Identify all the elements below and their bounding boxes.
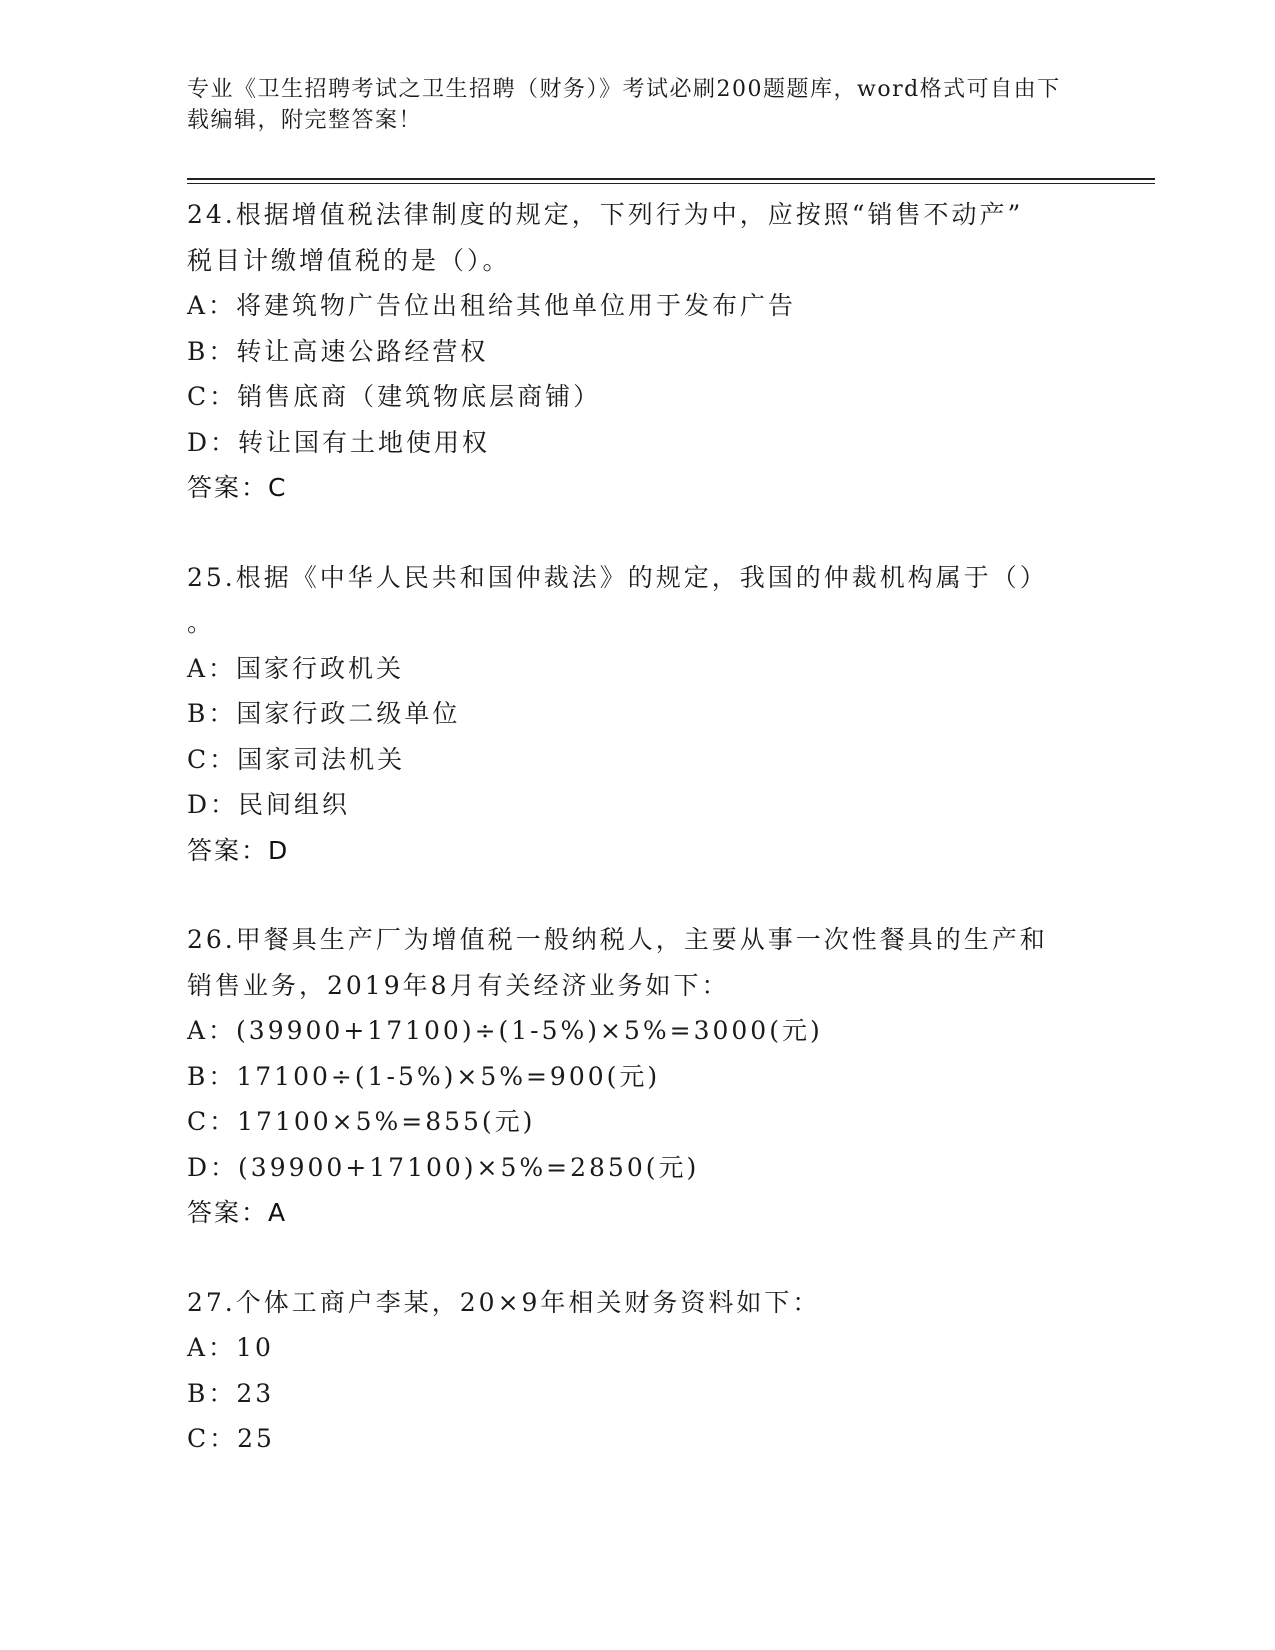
option-c: C：17100×5%=855(元) — [187, 1107, 536, 1136]
option-d: D：民间组织 — [187, 790, 351, 819]
question-stem-line: 。 — [187, 608, 216, 637]
option-c: C：25 — [187, 1424, 275, 1453]
question-24 — [187, 192, 1087, 511]
question-stem-line: 销售业务，2019年8月有关经济业务如下： — [187, 970, 730, 1000]
option-a: A：(39900+17100)÷(1-5%)×5%=3000(元) — [187, 1016, 823, 1045]
question-list — [187, 192, 1087, 1506]
question-25 — [187, 555, 1087, 874]
answer-line: 答案：D — [187, 835, 290, 865]
answer-line: 答案：C — [187, 473, 288, 502]
option-d: D：转让国有土地使用权 — [187, 427, 491, 457]
question-stem-line: 27.个体工商户李某，20×9年相关财务资料如下： — [187, 1287, 821, 1317]
header-rule-thick — [187, 178, 1155, 180]
option-a: A：国家行政机关 — [187, 653, 405, 683]
option-c: C：国家司法机关 — [187, 744, 406, 774]
option-b: B：23 — [187, 1378, 275, 1408]
question-stem-line: 税目计缴增值税的是（）。 — [187, 245, 511, 275]
option-a: A：10 — [187, 1333, 274, 1362]
option-b: B：国家行政二级单位 — [187, 699, 461, 728]
option-b: B：转让高速公路经营权 — [187, 336, 489, 366]
question-stem-line: 26.甲餐具生产厂为增值税一般纳税人，主要从事一次性餐具的生产和 — [187, 925, 1048, 954]
question-stem-line: 24.根据增值税法律制度的规定，下列行为中，应按照“销售不动产” — [187, 200, 1024, 229]
option-b: B：17100÷(1-5%)×5%=900(元) — [187, 1061, 661, 1091]
header-rule-thin — [187, 183, 1155, 184]
option-c: C：销售底商（建筑物底层商铺） — [187, 382, 602, 411]
option-a: A：将建筑物广告位出租给其他单位用于发布广告 — [187, 291, 797, 320]
question-26 — [187, 917, 1087, 1236]
answer-line: 答案：A — [187, 1198, 288, 1227]
option-d: D：(39900+17100)×5%=2850(元) — [187, 1152, 700, 1182]
document-header: 专业《卫生招聘考试之卫生招聘（财务）》考试必刷200题题库，word格式可自由下载编辑，附完整答案！ — [187, 77, 1061, 133]
question-stem-line: 25.根据《中华人民共和国仲裁法》的规定，我国的仲裁机构属于（） — [187, 562, 1048, 592]
question-27 — [187, 1280, 1087, 1462]
